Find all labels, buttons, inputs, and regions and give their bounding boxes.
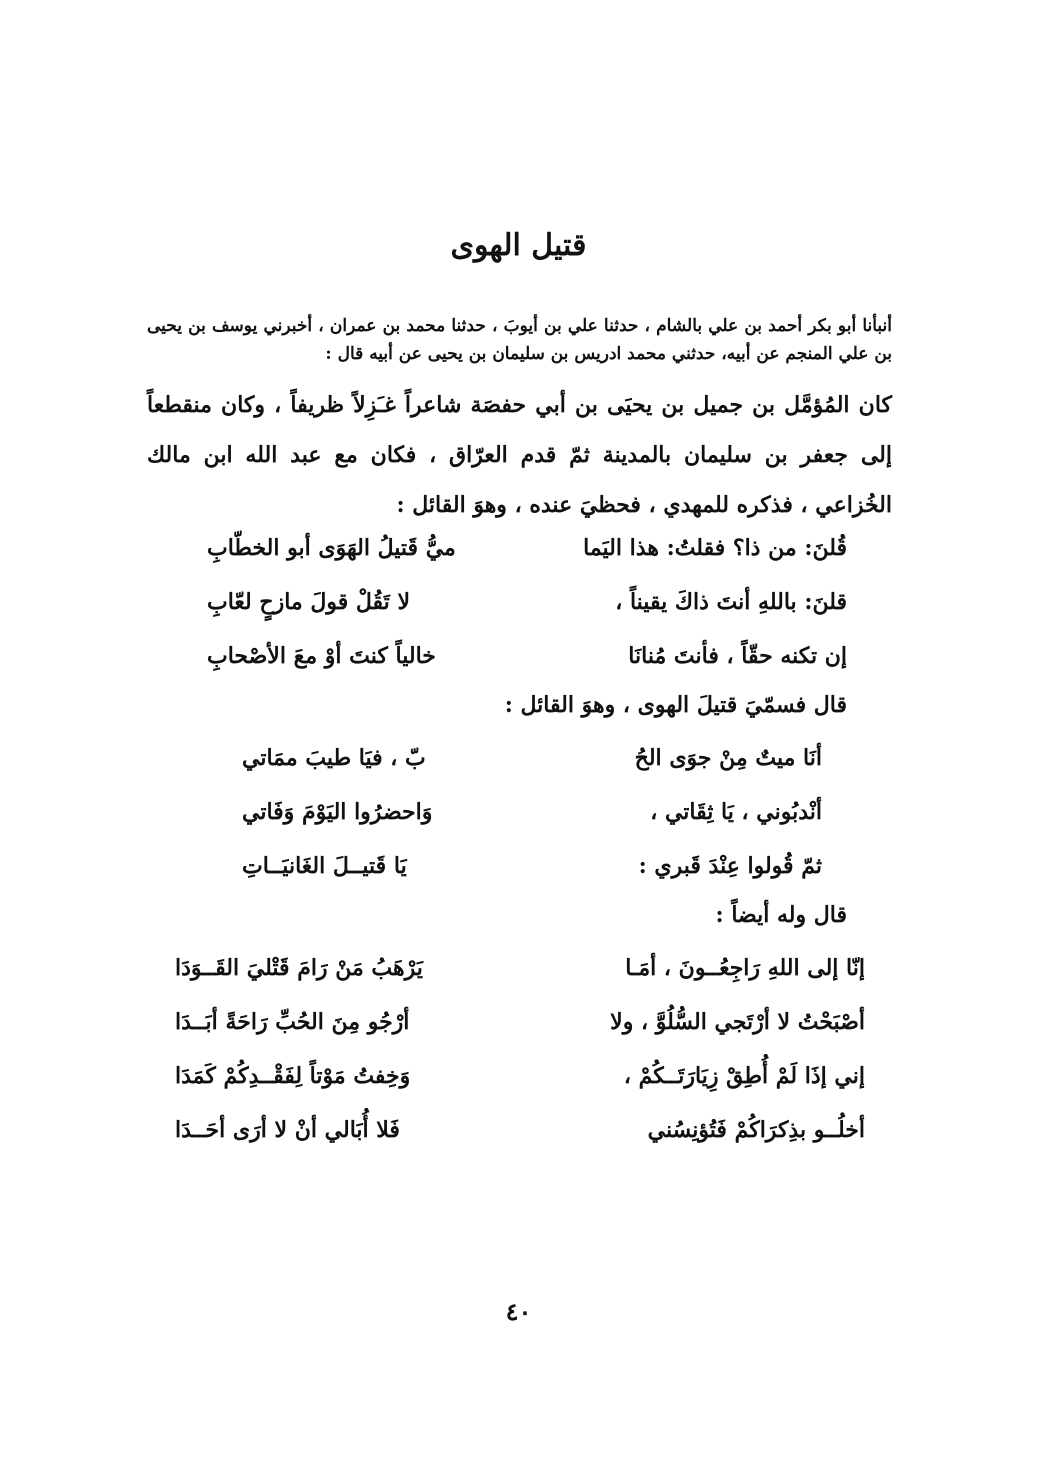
poem-2	[242, 745, 822, 907]
verse-line	[175, 1009, 865, 1063]
verse-first-hemistich: ثمّ قُولوا عِنْدَ قَبري :	[638, 853, 822, 879]
verse-first-hemistich: أخلُــو بذِكرَاكُمْ فَتُؤنِسُني	[647, 1117, 865, 1143]
verse-second-hemistich: وَخِفتُ مَوْتاً لِفَقْــدِكُمْ كَمَدَا	[175, 1063, 411, 1089]
isnad-chain: أنبأنا أبو بكر أحمد بن علي بالشام ، حدثنا علي بن أيوبَ ، حدثنا محمد بن عمران ، أخبرني يوسف بن يحيى بن علي المنجم عن أبيه، حدثني محمد ادريس بن سليمان بن يحيى عن أبيه قال :	[147, 316, 892, 364]
verse-line	[207, 589, 847, 643]
verse-first-hemistich: قُلنَ: من ذا؟ فقلتُ: هذا اليَما	[583, 535, 847, 561]
verse-second-hemistich: ميُّ قَتيلُ الهَوَى أبو الخطّابِ	[207, 535, 456, 561]
verse-second-hemistich: يَا قَتيــلَ الغَانيَــاتِ	[242, 853, 407, 879]
page-number: ٤٠	[505, 1297, 532, 1326]
poem-3	[175, 955, 865, 1171]
poem-title: قتيل الهوى	[450, 228, 587, 263]
verse-second-hemistich: يَرْهَبُ مَنْ رَامَ قَتْليَ القَــوَدَا	[175, 955, 423, 981]
verse-first-hemistich: أنَا ميتٌ مِنْ جوَى الحُ	[634, 745, 822, 771]
verse-second-hemistich: أرْجُو مِنَ الحُبِّ رَاحَةً أبَــدَا	[175, 1009, 410, 1035]
verse-first-hemistich: إني إذَا لَمْ أُطِقْ زِيَارَتَــكُمْ ،	[623, 1063, 865, 1089]
verse-line	[207, 643, 847, 697]
verse-line	[207, 535, 847, 589]
verse-second-hemistich: وَاحضرُوا اليَوْمَ وَفَاتي	[242, 799, 433, 825]
verse-first-hemistich: قلنَ: باللهِ أنتَ ذاكَ يقيناً ،	[615, 589, 847, 615]
verse-second-hemistich: فَلا أُبَالي أنْ لا أرَى أحَــدَا	[175, 1117, 400, 1143]
verse-first-hemistich: أصْبَحْتُ لا أرْتَجي السُّلُوَّ ، ولا	[610, 1009, 865, 1035]
biography-paragraph: كان المُؤمَّل بن جميل بن يحيَى بن أبي حفصَة شاعراً غـَزِلاً ظريفاً ، وكان منقطعاً إلى جعفر بن سليمان بالمدينة ثمّ قدم العرّاق ، فكان مع عبد الله ابن مالك الخُزاعي ، فذكره للمهدي ، فحظيَ عنده ، وهوَ القائل :	[147, 392, 892, 518]
verse-second-hemistich: لا تَقُلْ قولَ مازحٍ لعّابِ	[207, 589, 411, 615]
verse-line	[242, 745, 822, 799]
poem-3-intro: قال وله أيضاً :	[715, 902, 847, 928]
verse-line	[175, 1117, 865, 1171]
verse-second-hemistich: بّ ، فيَا طيبَ ممَاتي	[242, 745, 426, 771]
verse-line	[175, 955, 865, 1009]
verse-line	[175, 1063, 865, 1117]
verse-second-hemistich: خالياً كنتَ أوْ معَ الأصْحابِ	[207, 643, 436, 669]
verse-first-hemistich: إنّا إلى اللهِ رَاجِعُــونَ ، أمَـا	[625, 955, 865, 981]
verse-line	[242, 799, 822, 853]
verse-first-hemistich: أنْدبُوني ، يَا ثِقَاتي ،	[650, 799, 822, 825]
verse-line	[242, 853, 822, 907]
poem-2-intro: قال فسمّيَ قتيلَ الهوى ، وهوَ القائل :	[504, 692, 847, 718]
verse-first-hemistich: إن تكنه حقّاً ، فأنتَ مُنانَا	[628, 643, 847, 669]
poem-1	[207, 535, 847, 697]
